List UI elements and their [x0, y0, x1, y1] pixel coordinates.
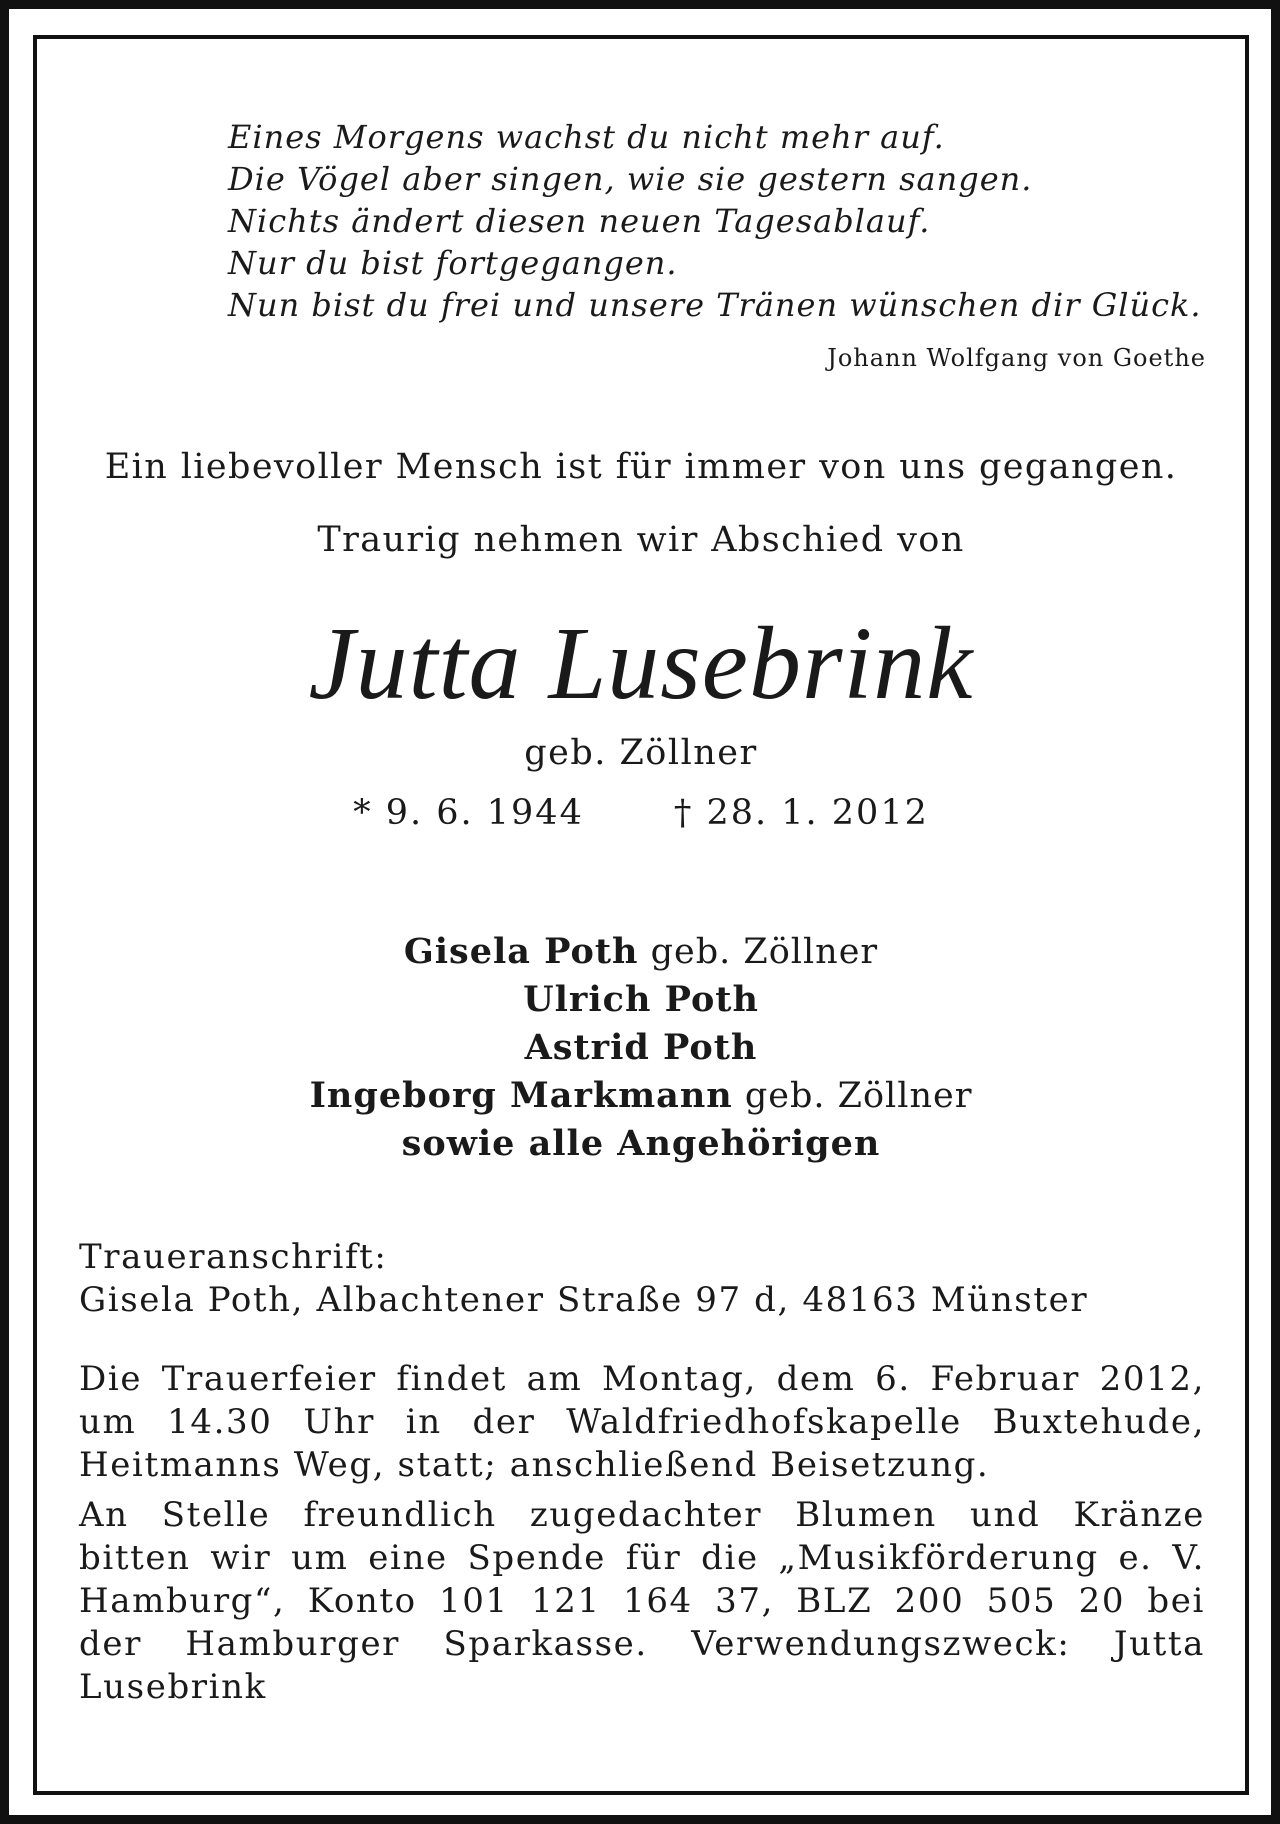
poem: [228, 116, 1206, 326]
poem-line: Nichts ändert diesen neuen Tagesablauf.: [228, 202, 931, 240]
intro-line: Ein liebevoller Mensch ist für immer von uns gegangen.: [104, 447, 1178, 487]
mourner-name: Ingeborg Markmann: [309, 1075, 733, 1116]
donation-request: An Stelle freundlich zugedachter Blumen und Kränze bitten wir um eine Spende für die „Musikförderung e. V. Hamburg“, Konto 101 121 164 37, BLZ 200 505 20 bei der Hamburger Sparkasse. Verwendungszweck: Jutta Lusebrink: [79, 1495, 1205, 1707]
mourner: [33, 1024, 1249, 1072]
intro-line-farewell: Traurig nehmen wir Abschied von: [317, 520, 965, 560]
poem-line: Die Vögel aber singen, wie sie gestern sangen.: [228, 160, 1033, 198]
maiden-name: geb. Zöllner: [524, 733, 758, 773]
mourner-name: Gisela Poth: [403, 931, 639, 972]
mourner: [33, 928, 1249, 976]
mourner-suffix: geb. Zöllner: [638, 932, 879, 972]
funeral-service-info: Die Trauerfeier findet am Montag, dem 6. Februar 2012, um 14.30 Uhr in der Waldfriedhofskapelle Buxtehude, Heitmanns Weg, statt; anschließend Beisetzung.: [79, 1359, 1205, 1485]
birth-date: * 9. 6. 1944: [353, 793, 584, 833]
poem-author: Johann Wolfgang von Goethe: [827, 344, 1206, 372]
mourner-name: Ulrich Poth: [523, 979, 759, 1020]
condolence-address: [79, 1236, 1205, 1322]
mourner-suffix: geb. Zöllner: [732, 1076, 973, 1116]
mourner: [33, 1072, 1249, 1120]
death-date: † 28. 1. 2012: [673, 793, 929, 833]
mourner-name: sowie alle Angehörigen: [401, 1123, 881, 1164]
deceased-name: Jutta Lusebrink: [308, 606, 974, 721]
life-dates: [33, 793, 1249, 833]
mourner: [33, 976, 1249, 1024]
address-label: Traueranschrift:: [79, 1237, 388, 1277]
address-value: Gisela Poth, Albachtener Straße 97 d, 48163 Münster: [79, 1280, 1089, 1320]
poem-line: Eines Morgens wachst du nicht mehr auf.: [228, 118, 945, 156]
mourners-list: [33, 928, 1249, 1168]
mourner-name: Astrid Poth: [524, 1027, 758, 1068]
poem-line: Nur du bist fortgegangen.: [228, 244, 678, 282]
poem-line: Nun bist du frei und unsere Tränen wünschen dir Glück.: [228, 286, 1202, 324]
mourner: [33, 1120, 1249, 1168]
